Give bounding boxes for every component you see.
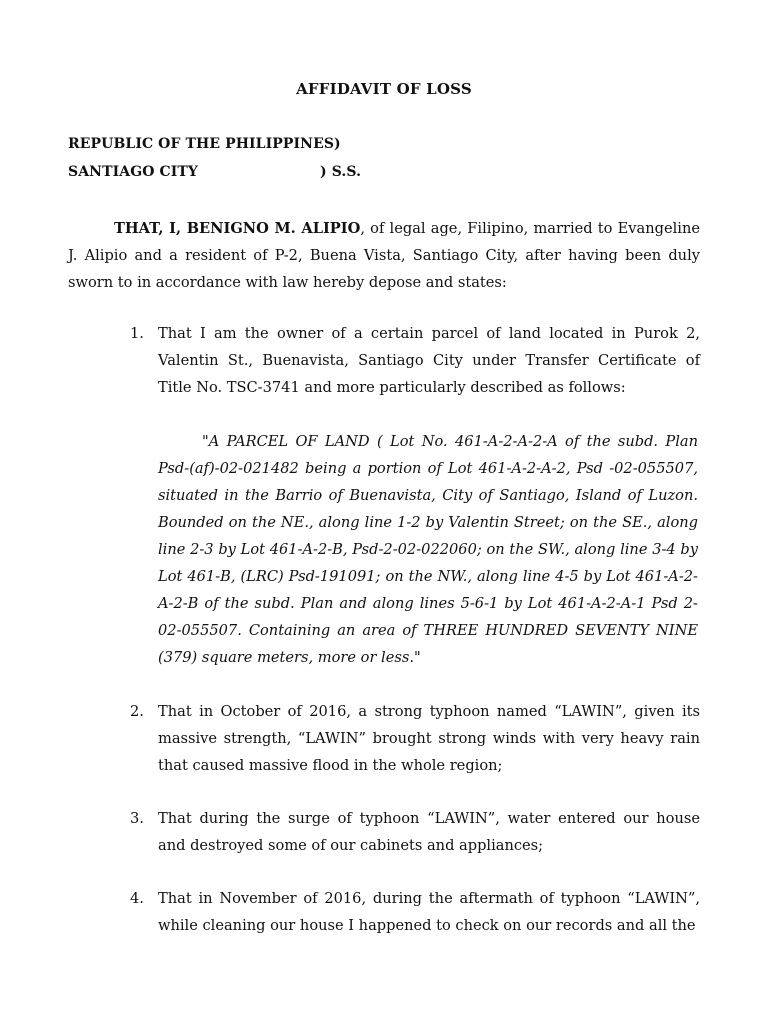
list-item-number: 1.: [130, 325, 144, 342]
list-item-number: 2.: [130, 703, 144, 720]
venue-city-text: SANTIAGO CITY: [68, 164, 199, 180]
venue-line-republic: [68, 136, 341, 152]
intro-text: , of legal age, Filipino, married to Evangeline J. Alipio and a resident of P-2, Buena Vista, Santiago City, after having been duly sworn to in accordance with law hereby depose and states:: [68, 220, 700, 291]
venue-line-city: [68, 164, 362, 180]
list-item-text: That in October of 2016, a strong typhoon named “LAWIN”, given its massive strength, “LAWIN” brought strong winds with very heavy rain that caused massive flood in the whole region;: [158, 703, 700, 774]
list-item: [130, 805, 700, 859]
list-item-text: That I am the owner of a certain parcel of land located in Purok 2, Valentin St., Buenavista, Santiago City under Transfer Certificate of Title No. TSC-3741 and more particularly described as follows:: [158, 325, 700, 396]
intro-paragraph: [68, 215, 700, 296]
list-item-number: 4.: [130, 890, 144, 907]
document-title: AFFIDAVIT OF LOSS: [296, 80, 472, 98]
list-item-text: That in November of 2016, during the aftermath of typhoon “LAWIN”, while cleaning our house I happened to check on our records and all the: [158, 890, 700, 934]
declarant-name: THAT, I, BENIGNO M. ALIPIO: [114, 220, 361, 237]
property-description: "A PARCEL OF LAND ( Lot No. 461-A-2-A-2-A of the subd. Plan Psd-(af)-02-021482 being a portion of Lot 461-A-2-A-2, Psd -02-055507, situated in the Barrio of Buenavista, City of Santiago, Island of Luzon. Bounded on the NE., along line 1-2 by Valentin Street; on the SE., along line 2-3 by Lot 461-A-2-B, Psd-2-02-022060; on the SW., along line 3-4 by Lot 461-B, (LRC) Psd-191091; on the NW., along line 4-5 by Lot 461-A-2-A-2-B of the subd. Plan and along lines 5-6-1 by Lot 461-A-2-A-1 Psd 2-02-055507. Containing an area of THREE HUNDRED SEVENTY NINE (379) square meters, more or less.": [158, 433, 698, 666]
list-item: [130, 698, 700, 779]
list-item-number: 3.: [130, 810, 144, 827]
list-item: [130, 885, 700, 939]
list-item-text: That during the surge of typhoon “LAWIN”, water entered our house and destroyed some of our cabinets and appliances;: [158, 810, 700, 854]
venue-republic-text: REPUBLIC OF THE PHILIPPINES): [68, 136, 341, 152]
list-item: [130, 320, 700, 401]
venue-ss-text: ) S.S.: [320, 164, 362, 180]
